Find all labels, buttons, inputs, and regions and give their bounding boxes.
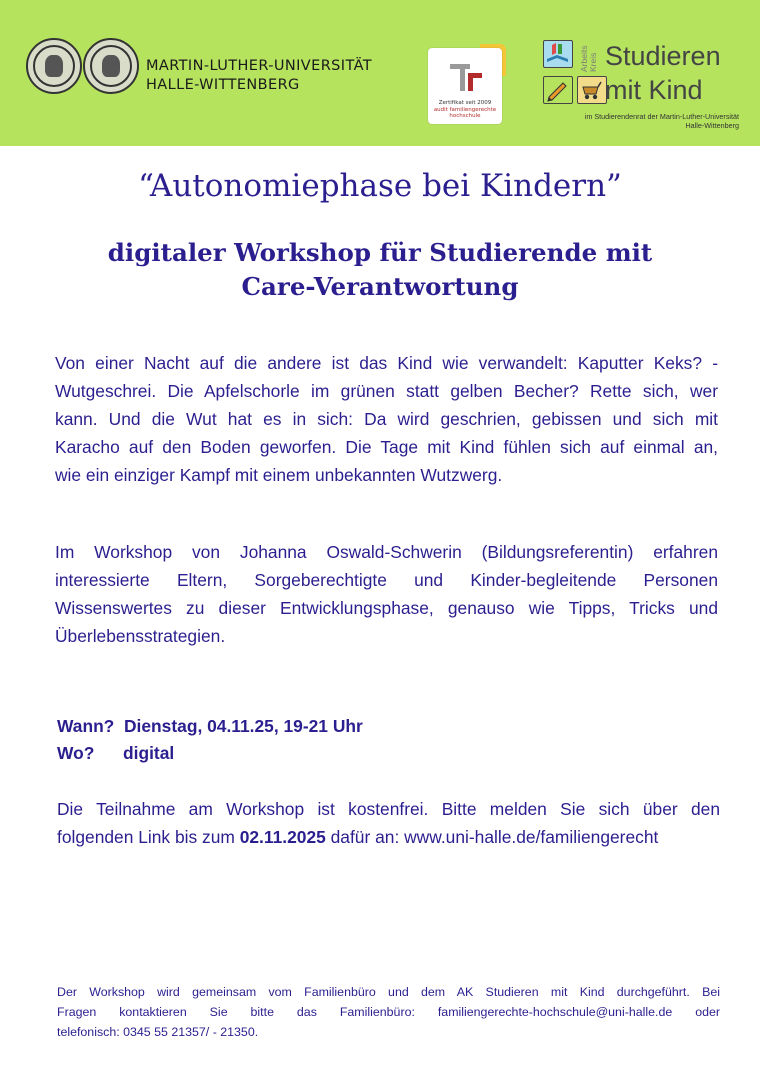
registration-line: Die Teilnahme am Workshop ist kostenfrei. Bitte melden Sie sich über den bbox=[57, 799, 720, 819]
certificate-text bbox=[428, 100, 502, 120]
workshop-line: interessierte Eltern, Sorgeberechtigte und Kinder-begleitende Personen bbox=[55, 570, 718, 590]
familiengerechte-hochschule-certificate bbox=[428, 44, 506, 124]
university-name bbox=[146, 57, 372, 95]
workshop-line: Im Workshop von Johanna Oswald-Schwerin (Bildungsreferentin) erfahren bbox=[55, 542, 718, 562]
footer-line: telefonisch: 0345 55 21357/ - 21350. bbox=[57, 1025, 259, 1039]
ak-studieren-mit-kind-logo bbox=[543, 38, 743, 138]
intro-paragraph bbox=[55, 349, 718, 489]
event-details bbox=[57, 713, 363, 767]
intro-line: kann. Und die Wut hat es in sich: Da wird geschrien, gebissen und sich mit bbox=[55, 409, 718, 429]
registration-paragraph bbox=[57, 795, 720, 851]
audit-logo-icon bbox=[446, 62, 486, 94]
certificate-line1: Zertifikat seit 2009 bbox=[438, 100, 492, 106]
workshop-paragraph bbox=[55, 538, 718, 650]
intro-line: Von einer Nacht auf die andere ist das Kind wie verwandelt: Kaputter Keks? - bbox=[55, 353, 718, 373]
page-title: “Autonomiephase bei Kindern” bbox=[138, 168, 622, 204]
book-icon bbox=[543, 40, 573, 68]
subtitle-line2: Care-Verantwortung bbox=[241, 272, 519, 301]
university-seal-icon bbox=[26, 38, 82, 94]
when-label: Wann? bbox=[57, 716, 115, 736]
where-label: Wo? bbox=[57, 743, 95, 763]
intro-line: wie ein einziger Kampf mit einem unbekannten Wutzwerg. bbox=[55, 465, 503, 485]
university-seal-icon bbox=[83, 38, 139, 94]
event-where-row bbox=[57, 740, 363, 767]
registration-text: folgenden Link bis zum bbox=[57, 827, 240, 847]
workshop-line: Wissenswertes zu dieser Entwicklungsphase, genauso wie Tipps, Tricks und bbox=[55, 598, 718, 618]
stroller-icon bbox=[577, 76, 607, 104]
footer-line: Der Workshop wird gemeinsam vom Familienbüro und dem AK Studieren mit Kind durchgeführt. Bei bbox=[57, 985, 720, 999]
registration-line bbox=[57, 823, 720, 851]
registration-deadline: 02.11.2025 bbox=[239, 827, 326, 847]
ak-subtitle-line2: Halle-Wittenberg bbox=[685, 121, 739, 130]
ak-subtitle bbox=[543, 112, 739, 130]
university-name-line1: MARTIN-LUTHER-UNIVERSITÄT bbox=[146, 58, 373, 74]
ak-kreis-label: Kreis bbox=[588, 52, 598, 72]
footer-note bbox=[57, 982, 720, 1042]
registration-link-text: dafür an: www.uni-halle.de/familiengerecht bbox=[325, 827, 659, 847]
where-value: digital bbox=[123, 743, 175, 763]
event-when-row bbox=[57, 713, 363, 740]
workshop-line: Überlebensstrategien. bbox=[55, 626, 226, 646]
certificate-card bbox=[428, 48, 502, 124]
ak-arbeits-label: Arbeits bbox=[579, 45, 589, 72]
university-name-line2: HALLE-WITTENBERG bbox=[146, 77, 300, 93]
ak-title bbox=[605, 39, 721, 107]
ak-title-line2: mit Kind bbox=[605, 75, 703, 105]
intro-line: Wutgeschrei. Die Apfelschorle im grünen statt gelben Becher? Rette sich, wer bbox=[55, 381, 718, 401]
subtitle-line1: digitaler Workshop für Studierende mit bbox=[107, 238, 653, 267]
footer-line: Fragen kontaktieren Sie bitte das Familienbüro: familiengerechte-hochschule@uni-halle.de oder bbox=[57, 1005, 720, 1019]
pencil-icon bbox=[543, 76, 573, 104]
certificate-line2: audit familiengerechte bbox=[433, 106, 497, 113]
header-banner bbox=[0, 0, 760, 146]
when-value: Dienstag, 04.11.25, 19-21 Uhr bbox=[124, 716, 363, 736]
ak-title-line1: Studieren bbox=[605, 41, 721, 71]
certificate-line3: hochschule bbox=[449, 113, 481, 119]
ak-subtitle-line1: im Studierendenrat der Martin-Luther-Universität bbox=[584, 112, 739, 121]
page-subtitle bbox=[60, 236, 700, 304]
intro-line: Karacho auf den Boden geworfen. Die Tage mit Kind fühlen sich auf einmal an, bbox=[55, 437, 718, 457]
